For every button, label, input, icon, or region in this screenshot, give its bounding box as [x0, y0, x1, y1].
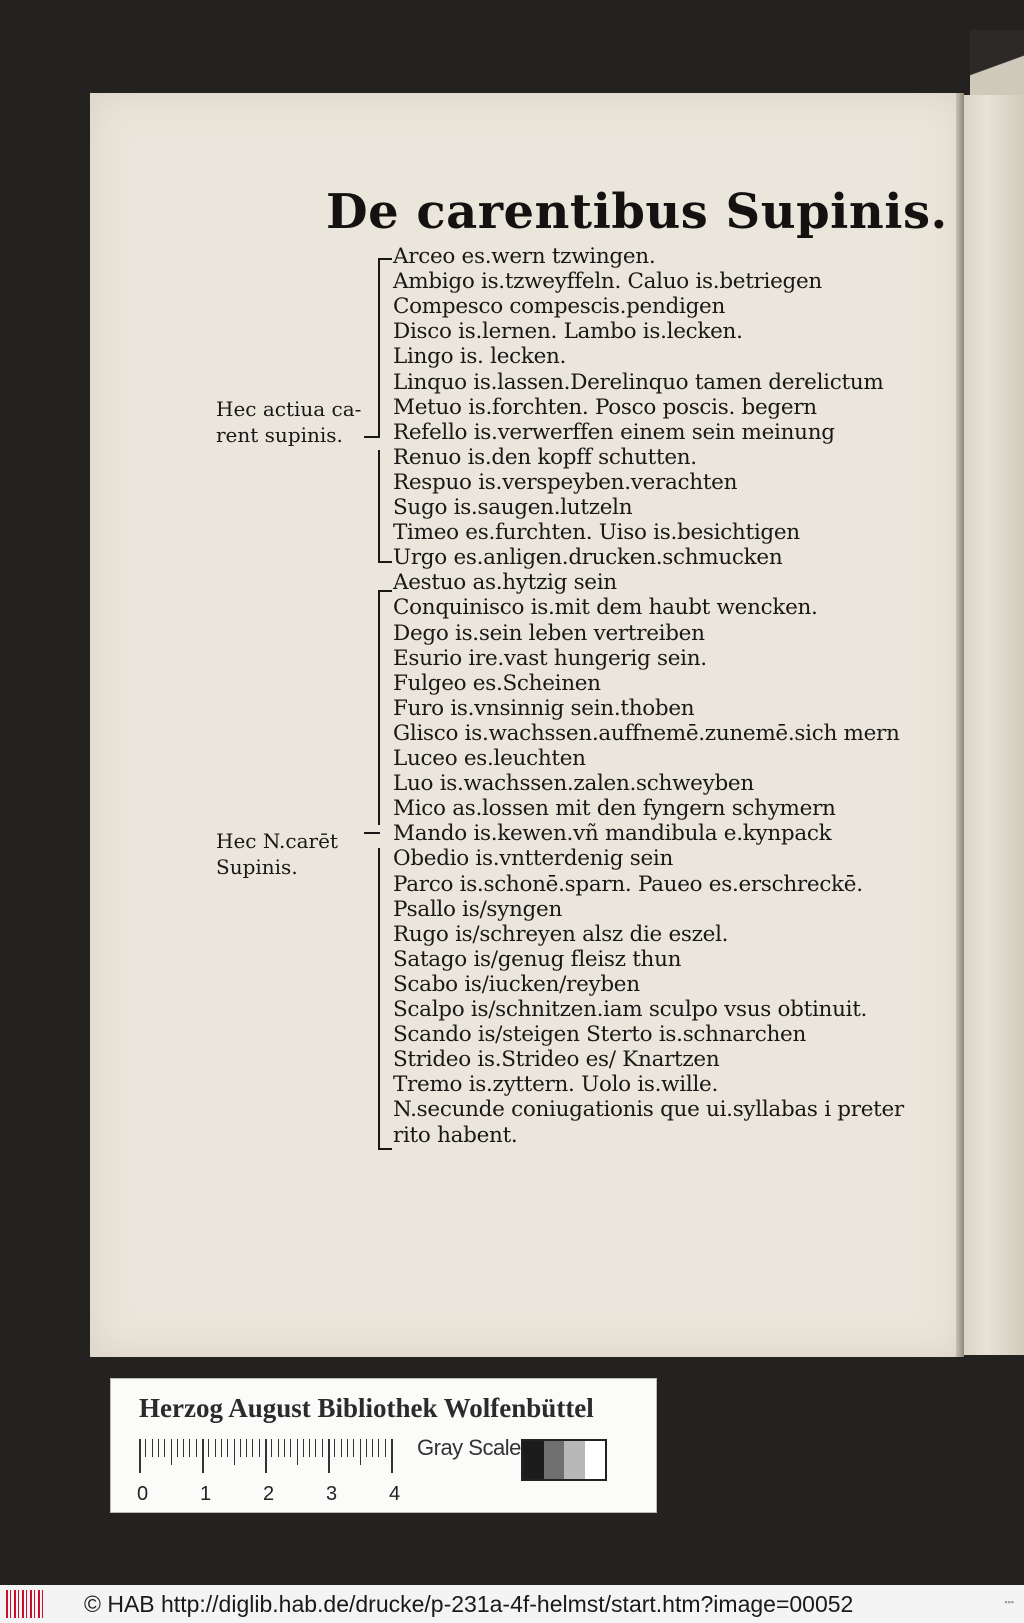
text-line: Fulgeo es.Scheinen [393, 670, 601, 696]
ruler-tick [252, 1439, 253, 1457]
hab-logo-icon [6, 1590, 46, 1618]
ruler-tick [284, 1439, 285, 1457]
text-line: Metuo is.forchten. Posco poscis. begern [393, 394, 817, 420]
text-line: Lingo is. lecken. [393, 344, 567, 370]
text-line: Aestuo as.hytzig sein [393, 570, 617, 596]
gray-swatch [544, 1441, 565, 1479]
footer-source-link[interactable]: © HAB http://diglib.hab.de/drucke/p-231a-4f-helmst/start.htm?image=00052 [84, 1591, 854, 1617]
library-name: Herzog August Bibliothek Wolfenbüttel [139, 1393, 594, 1423]
page-heading: De carentibus Supinis. [326, 184, 948, 240]
ruler-tick [246, 1439, 247, 1457]
ruler-tick [315, 1439, 316, 1457]
ruler-tick [145, 1439, 146, 1457]
text-line: Dego is.sein leben vertreiben [393, 620, 705, 646]
text-line: Strideo is.Strideo es/ Knartzen [393, 1047, 720, 1073]
side-note-neuter-verbs [216, 828, 338, 880]
side-note-line: Hec N.carēt [216, 829, 338, 853]
ruler-tick [202, 1439, 204, 1473]
text-line: Parco is.schonē.sparn. Paueo es.erschreckē. [393, 871, 863, 897]
ruler-tick [221, 1439, 222, 1457]
ruler-tick [271, 1439, 272, 1457]
ruler-number: 4 [389, 1483, 401, 1505]
text-line: Compesco compescis.pendigen [393, 294, 726, 320]
gray-scale-swatches [521, 1439, 607, 1481]
ruler-tick [322, 1439, 323, 1457]
text-line: Tremo is.zyttern. Uolo is.wille. [393, 1072, 718, 1098]
side-note-line: rent supinis. [216, 423, 343, 447]
ruler-tick [158, 1439, 159, 1457]
ruler-tick [139, 1439, 141, 1473]
text-line: Timeo es.furchten. Uiso is.besichtigen [393, 520, 800, 546]
text-line: Rugo is/schreyen alsz die eszel. [393, 921, 729, 947]
ruler-tick [265, 1439, 267, 1473]
text-line: Arceo es.wern tzwingen. [393, 244, 656, 269]
text-line: Conquinisco is.mit dem haubt wencken. [393, 595, 818, 621]
text-line: Urgo es.anligen.drucken.schmucken [393, 545, 783, 571]
text-line: rito habent. [393, 1122, 518, 1148]
text-line: Satago is/genug fleisz thun [393, 946, 682, 972]
ruler-tick [334, 1439, 335, 1457]
text-line: Sugo is.saugen.lutzeln [393, 495, 633, 520]
text-line: N.secunde coniugationis que ui.syllabas i preter [393, 1097, 904, 1123]
ruler-tick [290, 1439, 291, 1457]
ruler-tick [360, 1439, 361, 1465]
side-note-active-verbs [216, 396, 361, 448]
ruler-tick [341, 1439, 342, 1457]
text-line: Linquo is.lassen.Derelinquo tamen derelictum [393, 369, 884, 395]
text-line: Ambigo is.tzweyffeln. Caluo is.betriegen [393, 269, 822, 295]
ruler-tick [391, 1439, 393, 1473]
ruler-tick [234, 1439, 235, 1465]
footer-bar [0, 1585, 1024, 1623]
gray-swatch [523, 1441, 544, 1479]
ruler-tick [240, 1439, 241, 1457]
gray-swatch [585, 1441, 606, 1479]
text-line: Psallo is/syngen [393, 896, 562, 922]
next-page-corner [970, 30, 1024, 100]
ruler-tick [177, 1439, 178, 1457]
ruler-tick [164, 1439, 165, 1457]
side-note-line: Supinis. [216, 855, 298, 879]
ruler-tick [227, 1439, 228, 1457]
ruler-number: 0 [137, 1483, 149, 1505]
ruler-tick [353, 1439, 354, 1457]
text-line: Scabo is/iucken/reyben [393, 971, 640, 997]
text-line: Disco is.lernen. Lambo is.lecken. [393, 319, 743, 345]
text-line: Scando is/steigen Sterto is.schnarchen [393, 1022, 807, 1048]
text-line: Furo is.vnsinnig sein.thoben [393, 695, 695, 721]
text-line: Respuo is.verspeyben.verachten [393, 469, 738, 495]
text-line: Scalpo is/schnitzen.iam sculpo vsus obtinuit. [393, 997, 868, 1022]
ruler-number: 1 [200, 1483, 212, 1505]
text-line: Luo is.wachssen.zalen.schweyben [393, 771, 754, 797]
gray-swatch [564, 1441, 585, 1479]
ruler-tick [297, 1439, 298, 1465]
ruler-tick [378, 1439, 379, 1457]
next-page-edge [962, 95, 1024, 1355]
ruler-tick [309, 1439, 310, 1457]
page-gutter [956, 93, 964, 1357]
scale-card [110, 1378, 657, 1513]
ruler-number: 3 [326, 1483, 338, 1505]
ruler-tick [208, 1439, 209, 1457]
ruler-tick [171, 1439, 172, 1465]
ruler-tick [372, 1439, 373, 1457]
ruler-tick [189, 1439, 190, 1457]
text-line: Obedio is.vntterdenig sein [393, 846, 674, 872]
text-line: Luceo es.leuchten [393, 746, 586, 771]
ruler-number: 2 [263, 1483, 275, 1505]
text-line: Esurio ire.vast hungerig sein. [393, 645, 707, 671]
centimeter-ruler [139, 1439, 429, 1473]
ruler-tick [259, 1439, 260, 1457]
side-note-line: Hec actiua ca- [216, 397, 362, 421]
text-line: Mico as.lossen mit den fyngern schymern [393, 796, 836, 822]
ruler-tick [347, 1439, 348, 1457]
ruler-tick [215, 1439, 216, 1457]
ruler-tick [196, 1439, 197, 1457]
ruler-tick [385, 1439, 386, 1457]
gray-scale-label: Gray Scale [417, 1435, 521, 1460]
ruler-tick [366, 1439, 367, 1457]
ruler-tick [328, 1439, 330, 1473]
footer-mark-icon: ▪▪▪ [1004, 1597, 1014, 1607]
ruler-tick [183, 1439, 184, 1457]
text-line: Glisco is.wachssen.auffnemē.zunemē.sich mern [393, 720, 900, 746]
ruler-tick [303, 1439, 304, 1457]
text-line: Refello is.verwerffen einem sein meinung [393, 419, 835, 445]
text-line: Renuo is.den kopff schutten. [393, 444, 697, 470]
text-line: Mando is.kewen.vñ mandibula e.kynpack [393, 821, 832, 847]
ruler-tick [152, 1439, 153, 1457]
ruler-tick [278, 1439, 279, 1457]
